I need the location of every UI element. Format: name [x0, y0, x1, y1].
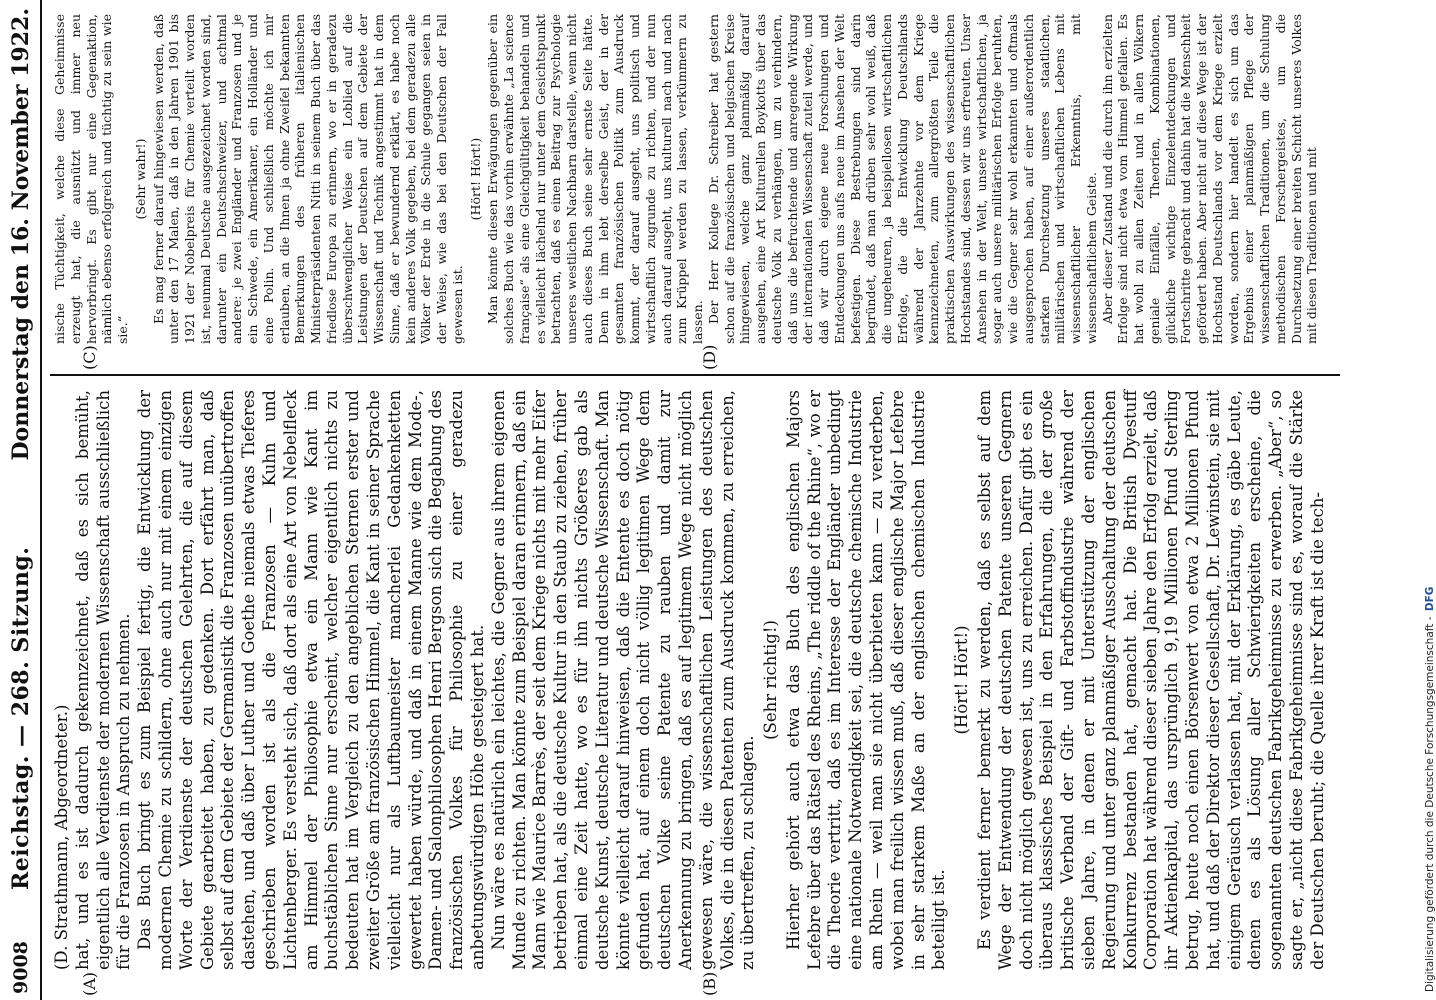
- paragraph: Der Herr Kollege Dr. Schreiber hat gestern schon auf die französischen und belgischen Kreise hingewiesen, welche ganz planmäßig darauf ausgehen, eine Art Kulturellen Boykotts über das deutsche Volk zu verhängen, um zu verhindern, daß uns die befruchtende und anregende Wirkung der internationalen Wissenschaft zuteil werde, und daß wir durch eigene neue Forschungen und Entdeckungen uns aufs neue im Ansehen der Welt befestigen. Diese Bestrebungen sind darin begründet, daß man drüben sehr wohl weiß, daß die ungeheuren, ja beispiellosen wirtschaftlichen Erfolge, die die Entwicklung Deutschlands während der Jahrzehnte vor dem Kriege kennzeichneten, zum allergrößten Teile die praktischen Auswirkungen des wissenschaftlichen Hochstandes sind, dessen wir uns erfreuten. Unser Ansehen in der Welt, unsere wirtschaftlichen, ja sogar auch unsere militärischen Erfolge beruhten, wie die Gegner sehr wohl erkannten und oftmals ausgesprochen haben, auf einer außerordentlich starken Durchsetzung unseres staatlichen, militärischen und wirtschaftlichen Lebens mit wissenschaftlicher Erkenntnis, mit wissenschaftlichem Geiste.: [705, 14, 1099, 344]
- session-title: Reichstag. — 268. Sitzung.: [8, 546, 34, 890]
- session-date: Donnerstag den 16. November 1922.: [8, 8, 34, 461]
- interjection: (Hört! Hört!): [467, 137, 483, 221]
- paragraph: nische Tüchtigkeit, welche diese Geheimnisse erzeugt hat, die ausnützt und immer neu hervorbringt. Es gibt nur eine Gegenaktion, nämlich ebenso erfolgreich und tüchtig zu sein wie sie.“: [52, 14, 130, 344]
- right-column: [52, 14, 1320, 344]
- left-column: [52, 390, 1329, 970]
- paragraph: Es mag ferner darauf hingewiesen werden, daß unter den 17 Malen, daß in den Jahren 1901 bis 1921 der Nobelpreis für Chemie verteilt worden ist, neunmal Deutsche ausgezeichnet worden sind, darunter ein Deutschschweizer, und achtmal andere: je zwei Engländer und Franzosen und je ein Schwede, ein Amerikaner, ein Holländer und eine Polin. Und schließlich möchte ich mir erlauben, an die Ihnen ja ohne Zweifel bekannten Bemerkungen des früheren italienischen Ministerpräsidenten Nitti in seinem Buch über das friedlose Europa zu erinnern, wo er in geradezu überschwenglicher Weise ein Loblied auf die Leistungen der Deutschen auf dem Gebiete der Wissenschaft und Technik angestimmt hat in dem Sinne, daß er bewundernd erklärt, es habe noch kein anderes Volk gegeben, bei dem geradezu alle Völker der Erde in die Schule gegangen seien in der Weise, wie das bei den Deutschen der Fall gewesen ist.: [150, 14, 465, 344]
- margin-mark-b: (B): [700, 971, 719, 996]
- margin-mark-c: (C): [80, 345, 99, 370]
- paragraph: Es verdient ferner bemerkt zu werden, daß es selbst auf dem Wege der Entwendung der deutschen Patente unseren Gegnern doch nicht möglich gewesen ist, uns zu erreichen. Dafür gibt es ein überaus klassisches Beispiel in den Erfahrungen, die der große britische Verband der Gift- und Farbstoffindustrie während der sieben Jahre, in denen er mit Unterstützung der englischen Regierung und unter ganz planmäßiger Ausschaltung der deutschen Konkurrenz bestanden hat, gemacht hat. Die British Dyestuff Corporation hat während dieser sieben Jahre den Erfolg erzielt, daß ihr Aktienkapital, das ursprünglich 9,19 Millionen Pfund Sterling betrug, heute noch einen Börsenwert von etwa 2 Millionen Pfund hat, und daß der Direktor dieser Gesellschaft, Dr. Lewinstein, sie mit einigem Geräusch verlassen hat, mit der Erklärung, es gäbe Leute, denen es als Lösung aller Schwierigkeiten erscheine, die sogenannten deutschen Fabrikgeheimnisse zu erwerben. „Aber“, so sagte er, „nicht diese Fabrikgeheimnisse sind es, worauf die Stärke der Deutschen beruht; die Quelle ihrer Kraft ist die tech-: [975, 390, 1327, 970]
- digitization-credit: Digitalisierung gefördert durch die Deutsche Forschungsgemeinschaft -: [1424, 616, 1436, 992]
- interjection: (Sehr richtig!): [761, 620, 781, 740]
- page-header: [0, 0, 42, 1000]
- interjection: (Hört! Hört!): [952, 625, 972, 735]
- paragraph: Aber dieser Zustand und die durch ihn erzielten Erfolge sind nicht etwa vom Himmel gefallen. Es hat wohl zu allen Zeiten und in allen Völkern geniale Einfälle, Theorien, Kombinationen, glückliche wichtige Einzelentdeckungen und Fortschritte gebracht und dahin hat die Menschheit gefördert haben. Aber nicht auf diese Wege ist der Hochstand Deutschlands vor dem Kriege erzielt worden, sondern hier handelt es sich um das Ergebnis einer planmäßigen Pflege der wissenschaftlichen Traditionen, um die Schulung methodischen Forschergeistes, um die Durchsetzung einer breiten Schicht unseres Volkes mit diesen Traditionen und mit: [1099, 14, 1320, 344]
- digitization-sidebar: [1396, 0, 1434, 1000]
- column-divider: [50, 374, 1340, 376]
- paragraph: Hierher gehört auch etwa das Buch des englischen Majors Lefebre über das Rätsel des Rheins, „The riddle of the Rhine“, wo er die Theorie vertritt, daß es im Interesse der Engländer unbedingt eine nationale Notwendigkeit sei, die deutsche chemische Industrie am Rhein — weil man sie nicht überbieten kann — zu verderben, wobei man freilich wissen muß, daß dieser englische Major Lefebre in sehr starkem Maße an der englischen chemischen Industrie beteiligt ist.: [783, 390, 949, 970]
- margin-mark-a: (A): [80, 971, 99, 996]
- dfg-logo: DFG: [1424, 586, 1436, 612]
- paragraph: hat, und es ist dadurch gekennzeichnet, daß es sich bemüht, eigentlich alle Verdienste der modernen Wissenschaft ausschließlich für die Franzosen in Anspruch zu nehmen.: [72, 390, 134, 970]
- paragraph: Man könnte diesen Erwägungen gegenüber ein solches Buch wie das vorhin erwähnte „La science française“ als eine Gleichgültigkeit behandeln und es vielleicht lächelnd nur unter dem Gesichtspunkt betrachten, daß es einen Beitrag zur Psychologie unseres westlichen Nachbarn darstelle, wenn nicht auch dieses Buch seine sehr ernste Seite hätte. Denn in ihm lebt derselbe Geist, der in der gesamten französischen Politik zum Ausdruck kommt, der darauf ausgeht, uns politisch und wirtschaftlich zugrunde zu richten, und der nun auch darauf ausgeht, uns kulturell nach und nach zum Krüppel werden zu lassen, verkümmern zu lassen.: [485, 14, 705, 344]
- speaker-label: (D. Strathmann, Abgeordneter.): [52, 704, 71, 970]
- paragraph: Das Buch bringt es zum Beispiel fertig, die Entwicklung der modernen Chemie zu schildern, ohne auch nur mit einem einzigen Worte der Verdienste der deutschen Gelehrten, die auf diesem Gebiete gearbeitet haben, zu gedenken. Dort erfährt man, daß selbst auf dem Gebiete der Germanistik die Franzosen unübertroffen dastehen, und daß über Luther und Goethe niemals etwas Tieferes geschrieben worden ist als die Franzosen — Kuhn und Lichtenberger. Es versteht sich, daß dort als eine Art von Nebelfleck am Himmel der Philosophie etwa ein Mann wie Kant im buchstäblichen Sinne nur erscheint, welcher eigentlich nichts zu bedeuten hat im Vergleich zu den angeblichen Sternen erster und zweiter Größe am französischen Himmel, die Kant in seiner Sprache vielleicht nur als Luftbaumeister mancherlei Gedankenketten gewertet haben würde, und daß in einem Manne wie dem Mode-, Damen- und Salonphilosophen Henri Bergson sich die Begabung des französischen Volkes für Philosophie zu einer geradezu anbetungswürdigen Höhe gesteigert hat.: [135, 390, 487, 970]
- page-number: 9008: [10, 941, 32, 994]
- paragraph: Nun wäre es natürlich ein leichtes, die Gegner aus ihrem eigenen Munde zu richten. Man könnte zum Beispiel daran erinnern, daß ein Mann wie Maurice Barrès, der seit dem Kriege nichts mit mehr Eifer betrieben hat, als die deutsche Kultur in den Staub zu ziehen, früher einmal eine Zeit hatte, wo es für ihn nichts Größeres gab als deutsche Kunst, deutsche Literatur und deutsche Wissenschaft. Man könnte vielleicht darauf hinweisen, daß die Entente es doch nötig gefunden hat, auf einem doch nicht völlig legitimen Wege dem deutschen Volke seine Patente zu rauben und damit zur Anerkennung zu bringen, daß es auf legitimem Wege nicht möglich gewesen wäre, die wissenschaftlichen Leistungen des deutschen Volkes, die in diesen Patenten zum Ausdruck kommen, zu erreichen, zu übertreffen, zu schlagen.: [488, 390, 758, 970]
- margin-mark-d: (D): [700, 344, 719, 370]
- interjection: (Sehr wahr!): [132, 138, 148, 220]
